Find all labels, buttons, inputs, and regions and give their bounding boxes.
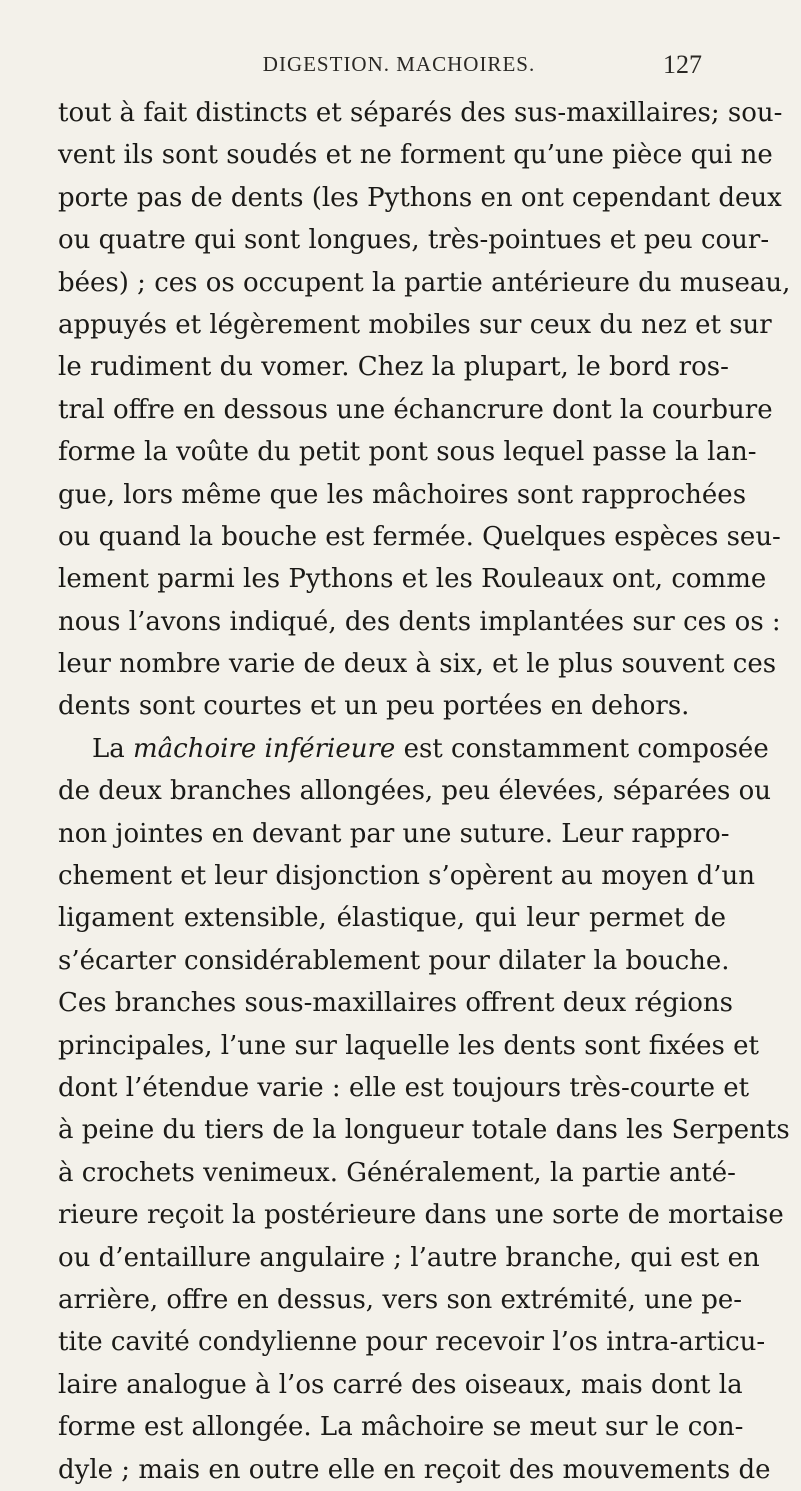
- text-line: vent ils sont soudés et ne forment qu’une pièce qui ne: [58, 140, 773, 171]
- text-line: tite cavité condylienne pour recevoir l’os intra-articu-: [58, 1327, 766, 1358]
- text-line: nous l’avons indiqué, des dents implantées sur ces os :: [58, 606, 781, 637]
- italic-term: mâchoire inférieure: [133, 733, 396, 764]
- text-line: tout à fait distincts et séparés des sus-maxillaires; sou-: [58, 98, 783, 128]
- text-line: le rudiment du vomer. Chez la plupart, le bord ros-: [58, 352, 729, 383]
- text-line: chement et leur disjonction s’opèrent au moyen d’un: [58, 861, 756, 892]
- text-line: à peine du tiers de la longueur totale dans les Serpents: [58, 1115, 790, 1146]
- text-line: Ces branches sous-maxillaires offrent deux régions: [58, 988, 733, 1019]
- paragraph-suffix: est constamment composée: [395, 733, 769, 764]
- paragraph-first-line: [58, 728, 769, 770]
- text-line: forme est allongée. La mâchoire se meut sur le con-: [58, 1412, 744, 1443]
- text-line: ou d’entaillure angulaire ; l’autre branche, qui est en: [58, 1242, 760, 1273]
- body-text: [58, 92, 791, 1491]
- text-line: dents sont courtes et un peu portées en dehors.: [58, 691, 690, 722]
- text-line: rieure reçoit la postérieure dans une sorte de mortaise: [58, 1200, 784, 1231]
- text-line: forme la voûte du petit pont sous lequel passe la lan-: [58, 437, 757, 468]
- text-line: s’écarter considérablement pour dilater la bouche.: [58, 945, 730, 976]
- running-title: DIGESTION. MACHOIRES.: [262, 52, 536, 76]
- text-line: laire analogue à l’os carré des oiseaux, mais dont la: [58, 1369, 743, 1400]
- text-line: de deux branches allongées, peu élevées, séparées ou: [58, 776, 771, 807]
- text-line: ligament extensible, élastique, qui leur permet de: [58, 903, 726, 934]
- text-line: gue, lors même que les mâchoires sont rapprochées: [58, 479, 747, 510]
- text-line: bées) ; ces os occupent la partie antérieure du museau,: [58, 267, 791, 298]
- page-number: 127: [663, 50, 702, 79]
- text-line: dyle ; mais en outre elle en reçoit des mouvements de: [58, 1454, 771, 1485]
- paragraph-prefix: La: [92, 733, 134, 764]
- text-line: tral offre en dessous une échancrure dont la courbure: [58, 394, 773, 425]
- text-line: appuyés et légèrement mobiles sur ceux du nez et sur: [58, 309, 772, 340]
- text-line: arrière, offre en dessus, vers son extrémité, une pe-: [58, 1284, 743, 1315]
- text-line: à crochets venimeux. Généralement, la partie anté-: [58, 1157, 736, 1188]
- text-line: non jointes en devant par une suture. Leur rappro-: [58, 818, 730, 849]
- text-line: ou quatre qui sont longues, très-pointues et peu cour-: [58, 225, 770, 256]
- text-line: porte pas de dents (les Pythons en ont cependant deux: [58, 182, 782, 213]
- text-line: leur nombre varie de deux à six, et le plus souvent ces: [58, 649, 777, 680]
- text-line: dont l’étendue varie : elle est toujours très-courte et: [58, 1072, 750, 1103]
- text-line: lement parmi les Pythons et les Rouleaux ont, comme: [58, 564, 767, 595]
- text-line: principales, l’une sur laquelle les dents sont fixées et: [58, 1030, 759, 1061]
- text-line: ou quand la bouche est fermée. Quelques espèces seu-: [58, 521, 781, 552]
- running-head: [96, 52, 702, 86]
